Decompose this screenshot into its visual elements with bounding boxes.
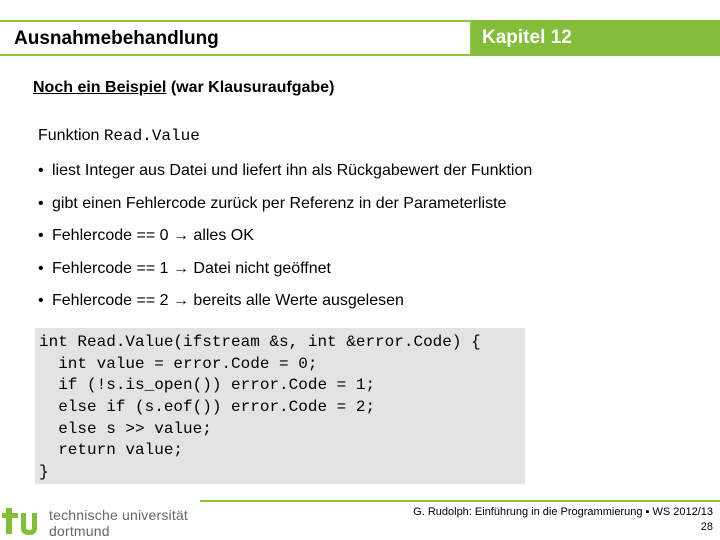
footer-divider (200, 500, 720, 502)
bullet-text: gibt einen Fehlercode zurück per Referenz in der Parameterliste (52, 194, 507, 212)
bullet-item (38, 194, 532, 214)
subtitle-rest: (war Klausuraufgabe) (166, 79, 335, 96)
bullet-item (38, 259, 532, 279)
logo-text-line1: technische universität (49, 507, 189, 523)
bullet-text: liest Integer aus Datei und liefert ihn als Rückgabewert der Funktion (52, 162, 533, 179)
bullet-text: Fehlercode == 2 → bereits alle Werte ausgelesen (52, 292, 404, 309)
bullet-dot: • (38, 162, 44, 179)
code-line: return value; (39, 441, 184, 460)
bullet-text: Fehlercode == 0 → alles OK (52, 227, 254, 244)
chapter-badge (472, 20, 720, 56)
bullet-dot: • (38, 194, 44, 212)
footer-credit: G. Rudolph: Einführung in die Programmierung ▪ WS 2012/13 (413, 506, 713, 518)
bullet-item (38, 161, 532, 181)
bullet-item (38, 226, 532, 246)
header-title-bar (0, 20, 472, 56)
logo-text-line2: dortmund (49, 523, 110, 539)
tu-logo-icon (2, 504, 42, 540)
bullet-dot: • (38, 227, 44, 244)
code-line: } (39, 463, 49, 482)
subtitle-underlined: Noch ein Beispiel (33, 79, 167, 96)
bullet-text: Fehlercode == 1 → Datei nicht geöffnet (52, 259, 331, 277)
code-line: int Read.Value(ifstream &s, int &error.Code) { (39, 333, 481, 351)
slide-subtitle (33, 78, 334, 98)
page-number: 28 (700, 521, 713, 533)
function-line (38, 126, 200, 146)
bullet-dot: • (38, 259, 44, 277)
code-line: else s >> value; (39, 419, 212, 438)
bullet-list (38, 161, 532, 324)
code-line: else if (s.eof()) error.Code = 2; (39, 398, 376, 417)
function-label: Funktion (38, 127, 104, 144)
slide-topic: Ausnahmebehandlung (14, 28, 219, 49)
code-block (35, 328, 525, 484)
chapter-label: Kapitel 12 (482, 27, 572, 48)
function-name: Read.Value (103, 127, 200, 145)
bullet-item (38, 291, 532, 311)
code-line: if (!s.is_open()) error.Code = 1; (39, 376, 376, 395)
bullet-dot: • (38, 292, 44, 309)
code-line: int value = error.Code = 0; (39, 354, 318, 373)
